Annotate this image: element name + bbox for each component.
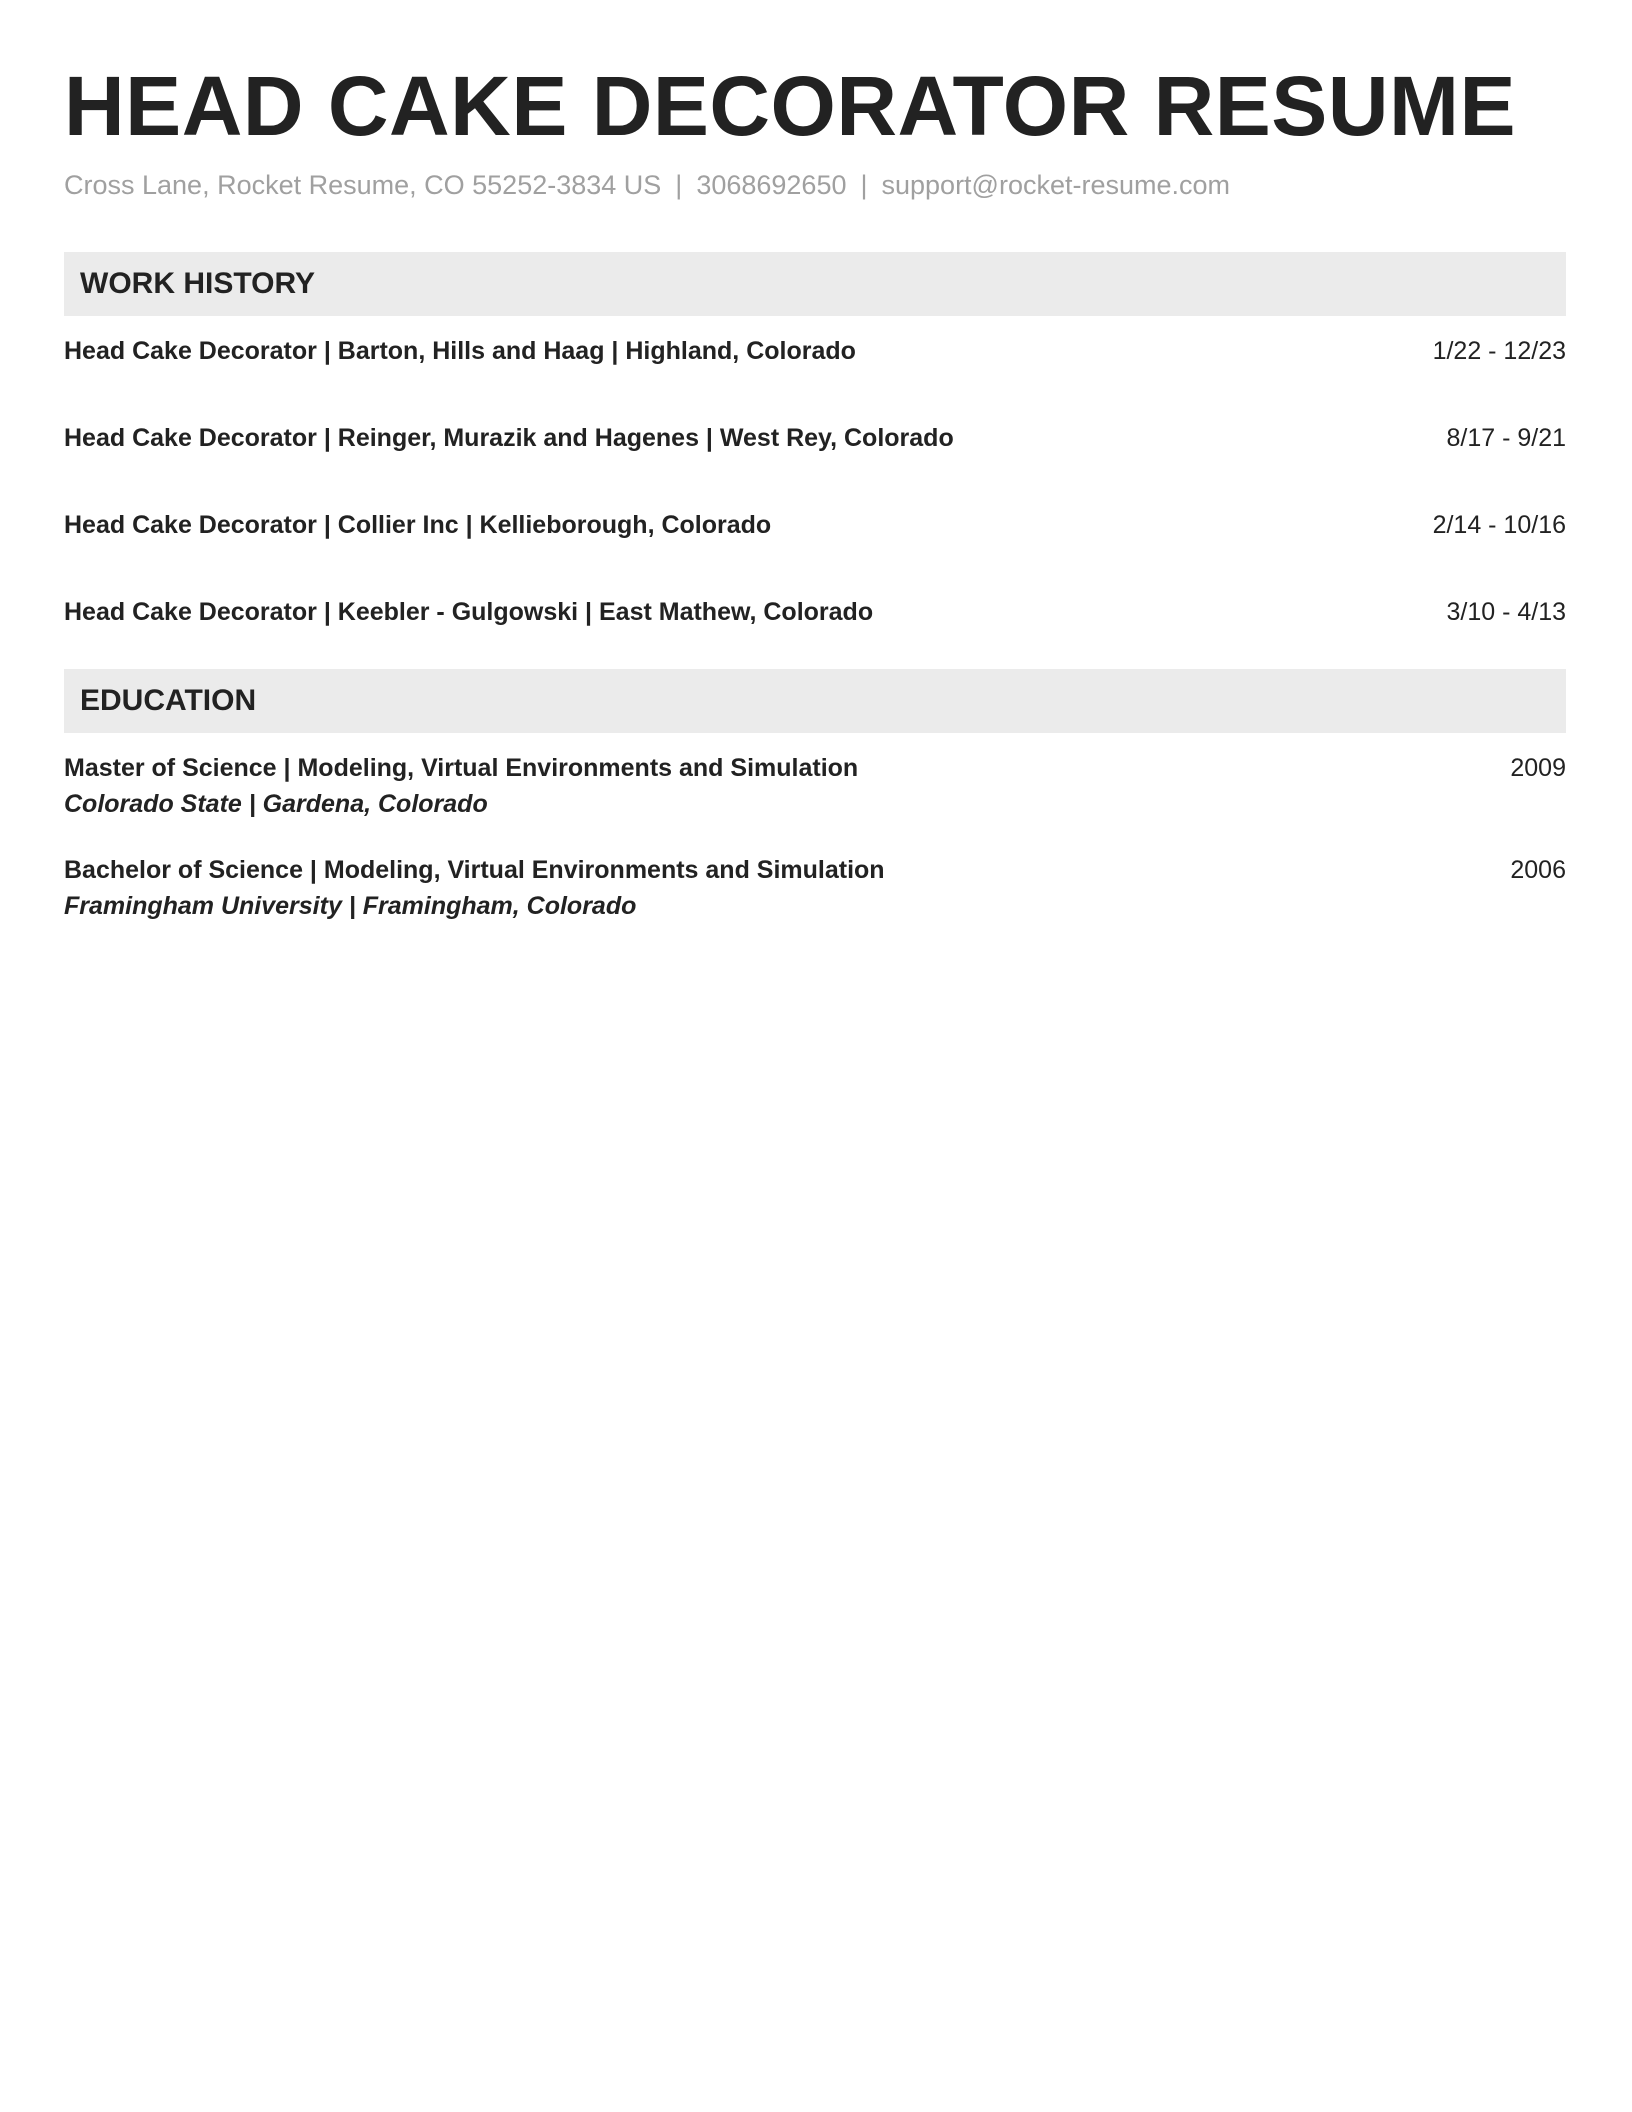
job-title: Head Cake Decorator | Reinger, Murazik and Hagenes | West Rey, Colorado: [64, 424, 954, 452]
education-section: [64, 669, 1566, 925]
contact-separator: |: [860, 170, 868, 200]
job-title: Head Cake Decorator | Keebler - Gulgowski | East Mathew, Colorado: [64, 598, 874, 626]
graduation-year: 2006: [1510, 856, 1566, 884]
education-heading: EDUCATION: [64, 669, 1566, 733]
job-title: Head Cake Decorator | Collier Inc | Kellieborough, Colorado: [64, 511, 772, 539]
school-name: Colorado State | Gardena, Colorado: [64, 790, 488, 818]
work-history-heading: WORK HISTORY: [64, 252, 1566, 316]
job-entry: [64, 595, 1566, 629]
school-name: Framingham University | Framingham, Colorado: [64, 892, 637, 920]
job-entry: [64, 421, 1566, 508]
work-history-list: [64, 316, 1566, 629]
education-row: [64, 751, 1566, 785]
contact-separator: |: [675, 170, 683, 200]
work-history-section: [64, 252, 1566, 629]
education-entry: [64, 853, 1566, 925]
job-dates: 1/22 - 12/23: [1432, 337, 1566, 365]
education-entry: [64, 751, 1566, 823]
contact-email: support@rocket-resume.com: [881, 170, 1231, 200]
degree-title: Bachelor of Science | Modeling, Virtual Environments and Simulation: [64, 856, 885, 884]
education-row: [64, 853, 1566, 887]
job-dates: 8/17 - 9/21: [1446, 424, 1566, 452]
degree-title: Master of Science | Modeling, Virtual Environments and Simulation: [64, 754, 859, 782]
contact-line: [64, 168, 1566, 202]
job-title: Head Cake Decorator | Barton, Hills and Haag | Highland, Colorado: [64, 337, 856, 365]
contact-phone: 3068692650: [696, 170, 847, 200]
graduation-year: 2009: [1510, 754, 1566, 782]
job-entry: [64, 334, 1566, 421]
resume-page: [64, 0, 1566, 955]
contact-address: Cross Lane, Rocket Resume, CO 55252-3834 US: [64, 170, 662, 200]
job-entry: [64, 508, 1566, 595]
resume-title: HEAD CAKE DECORATOR RESUME: [64, 59, 1516, 153]
job-dates: 2/14 - 10/16: [1432, 511, 1566, 539]
job-dates: 3/10 - 4/13: [1446, 598, 1566, 626]
education-list: [64, 733, 1566, 925]
